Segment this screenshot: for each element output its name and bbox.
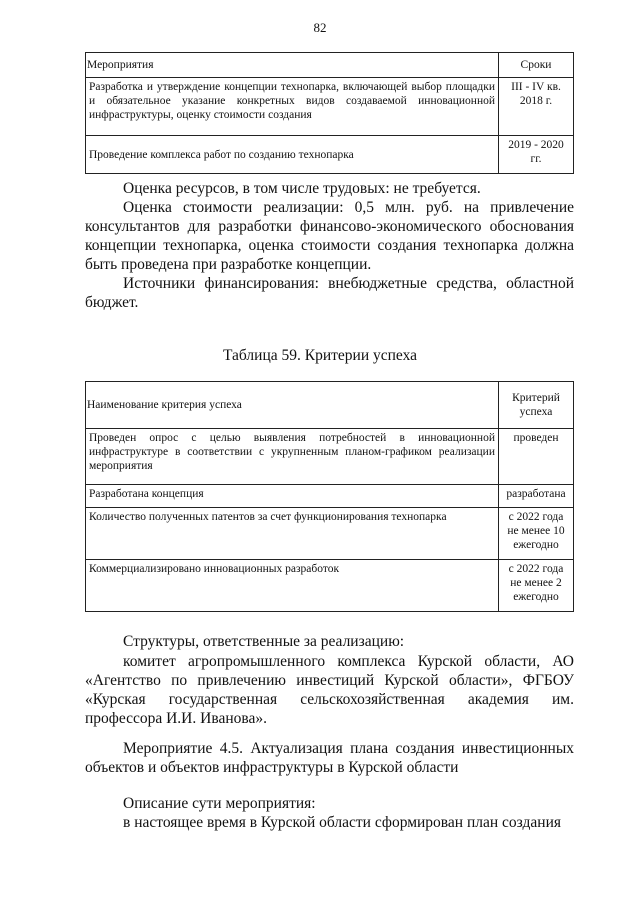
table-row — [86, 429, 574, 485]
table-cell: Проведение комплекса работ по созданию технопарка — [86, 136, 499, 174]
table-row — [86, 485, 574, 508]
success-criteria-table — [85, 381, 574, 612]
table-cell: Количество полученных патентов за счет функционирования технопарка — [86, 508, 499, 560]
table-cell: 2019 - 2020 гг. — [499, 136, 574, 174]
measure-title: Мероприятие 4.5. Актуализация плана создания инвестиционных объектов и объектов инфраструктуры в Курской области — [85, 740, 574, 776]
table-header-row — [86, 53, 574, 78]
description-text: в настоящее время в Курской области сформирован план создания — [123, 814, 562, 831]
table-row — [86, 136, 574, 174]
page-number: 82 — [313, 20, 327, 35]
table-row — [86, 508, 574, 560]
table-cell: III - IV кв. 2018 г. — [499, 78, 574, 136]
table-cell: Разработка и утверждение концепции технопарка, включающей выбор площадки и обязательное указание конкретных видов создаваемой инновационной инфраструктуры, оценку стоимости создания — [86, 78, 499, 136]
table-caption: Таблица 59. Критерии успеха — [222, 347, 418, 364]
responsible-heading: Структуры, ответственные за реализацию: — [123, 633, 405, 650]
table-cell: разработана — [499, 485, 574, 508]
measures-table — [85, 52, 574, 174]
column-header: Сроки — [499, 53, 574, 78]
table-cell: Проведен опрос с целью выявления потребностей в инновационной инфраструктуре в соответствии с укрупненным планом-графиком реализации мероприятия — [86, 429, 499, 485]
column-header: Мероприятия — [86, 53, 499, 78]
table-cell: Разработана концепция — [86, 485, 499, 508]
responsible-text: комитет агропромышленного комплекса Курской области, АО «Агентство по привлечению инвестиций Курской области», ФГБОУ «Курская государственная сельскохозяйственная академия им. профессора И.И. Иванова». — [85, 653, 574, 727]
table-cell: проведен — [499, 429, 574, 485]
resources-paragraph: Оценка ресурсов, в том числе трудовых: не требуется. — [123, 180, 481, 197]
description-heading: Описание сути мероприятия: — [123, 795, 316, 812]
table-header-row — [86, 382, 574, 429]
financing-paragraph: Источники финансирования: внебюджетные средства, областной бюджет. — [85, 275, 574, 311]
column-header: Наименование критерия успеха — [86, 382, 499, 429]
column-header: Критерий успеха — [499, 382, 574, 429]
table-cell: с 2022 года не менее 10 ежегодно — [499, 508, 574, 560]
table-cell: Коммерциализировано инновационных разработок — [86, 560, 499, 612]
table-cell: с 2022 года не менее 2 ежегодно — [499, 560, 574, 612]
table-row — [86, 78, 574, 136]
table-row — [86, 560, 574, 612]
cost-paragraph: Оценка стоимости реализации: 0,5 млн. руб. на привлечение консультантов для разработки финансово-экономического обоснования концепции технопарка, оценка стоимости создания технопарка должна быть проведена при разработке концепции. — [85, 199, 574, 273]
